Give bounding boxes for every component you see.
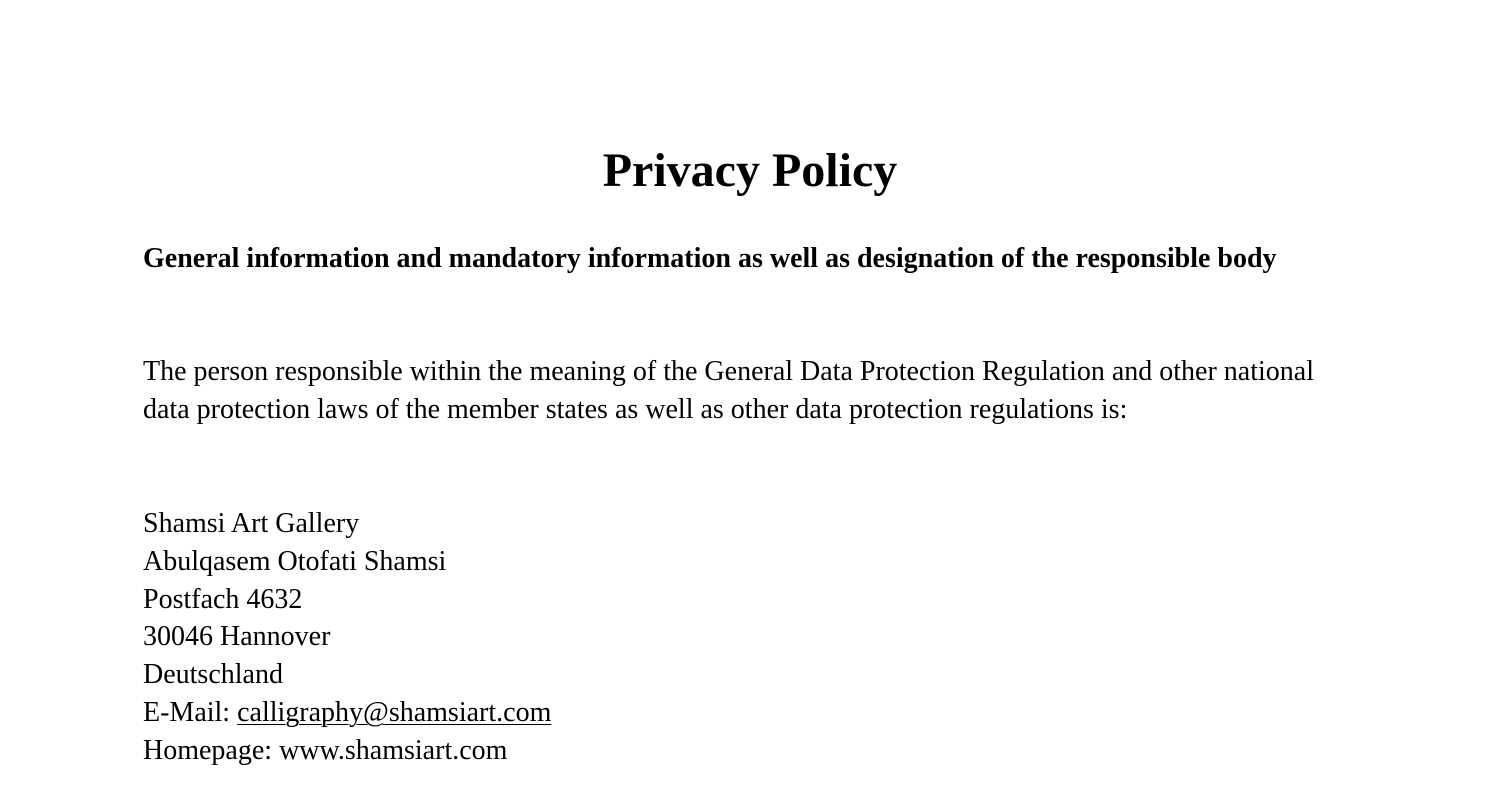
email-line: [143, 694, 551, 732]
po-box: Postfach 4632: [143, 583, 303, 615]
homepage-url: www.shamsiart.com: [279, 734, 508, 766]
responsible-body-address: [143, 505, 551, 770]
homepage-label: Homepage:: [143, 734, 280, 766]
city: 30046 Hannover: [143, 621, 331, 653]
email-link[interactable]: calligraphy@shamsiart.com: [237, 696, 552, 728]
email-label: E-Mail:: [143, 696, 238, 728]
section-heading: General information and mandatory information as well as designation of the responsible body: [143, 243, 1277, 274]
homepage-line: [143, 732, 551, 770]
intro-paragraph: The person responsible within the meaning of the General Data Protection Regulation and other national data protection laws of the member states as well as other data protection regulations is:: [143, 356, 1314, 425]
company-name: Shamsi Art Gallery: [143, 508, 360, 539]
page-title: Privacy Policy: [602, 144, 898, 197]
person-name: Abulqasem Otofati Shamsi: [143, 545, 447, 577]
country: Deutschland: [143, 659, 283, 691]
